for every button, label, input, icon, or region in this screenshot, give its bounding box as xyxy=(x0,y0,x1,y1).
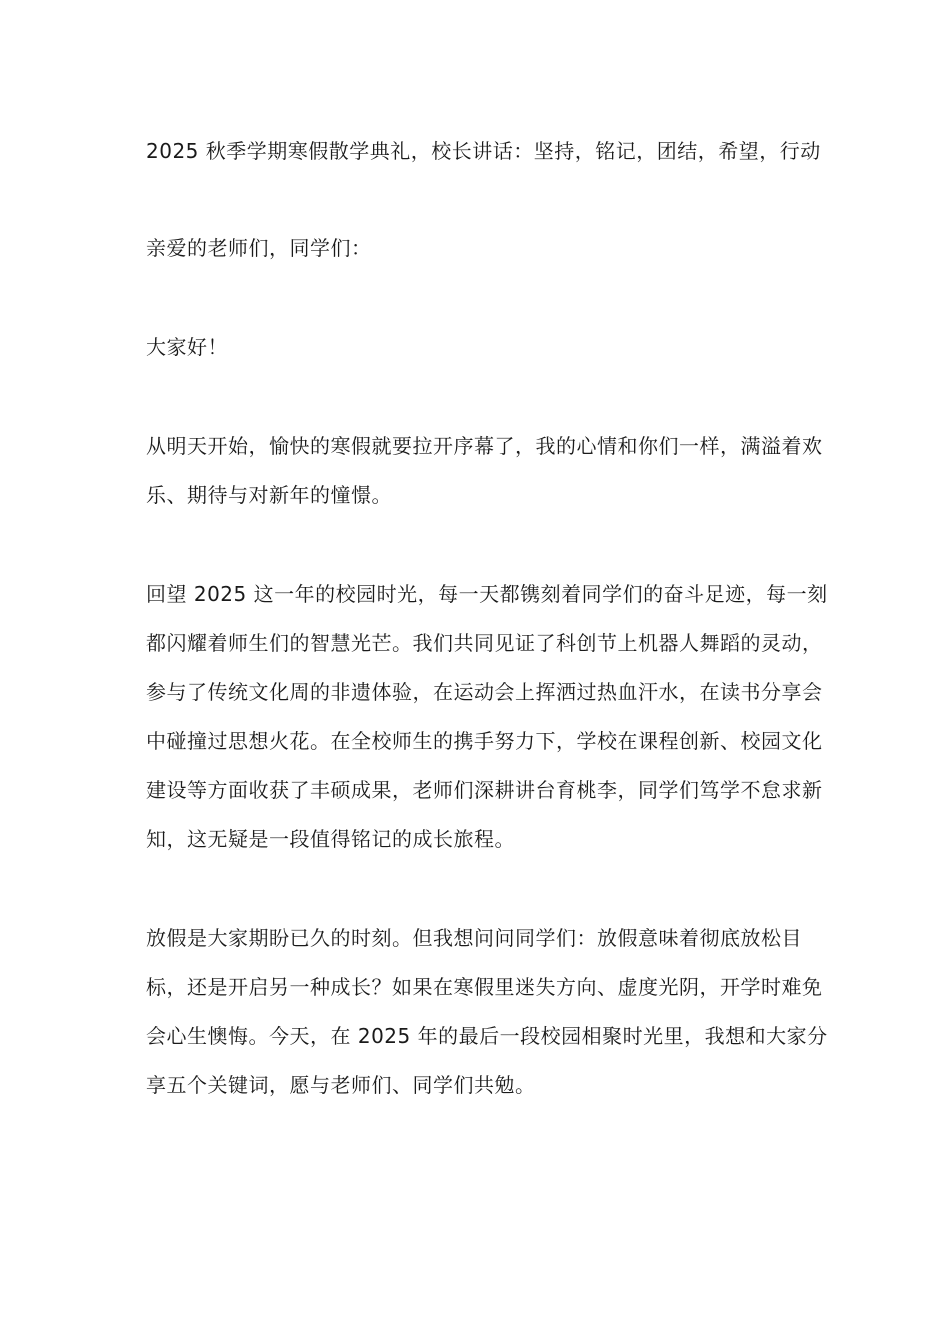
spacer xyxy=(146,273,836,323)
salutation: 亲爱的老师们，同学们： xyxy=(146,236,372,260)
spacer xyxy=(146,864,836,914)
paragraph-opening: 从明天开始，愉快的寒假就要拉开序幕了，我的心情和你们一样，满溢着欢乐、期待与对新年的憧憬。 xyxy=(146,434,823,507)
paragraph-review: 回望 2025 这一年的校园时光，每一天都镌刻着同学们的奋斗足迹，每一刻都闪耀着师生们的智慧光芒。我们共同见证了科创节上机器人舞蹈的灵动，参与了传统文化周的非遗体验，在运动会上挥洒过热血汗水，在读书分享会中碰撞过思想火花。在全校师生的携手努力下，学校在课程创新、校园文化建设等方面收获了丰硕成果，老师们深耕讲台育桃李，同学们笃学不怠求新知，这无疑是一段值得铭记的成长旅程。 xyxy=(146,582,828,851)
spacer xyxy=(146,174,836,224)
spacer xyxy=(146,520,836,570)
greeting: 大家好！ xyxy=(146,335,228,359)
paragraph-holiday: 放假是大家期盼已久的时刻。但我想问问同学们：放假意味着彻底放松目标，还是开启另一种成长？如果在寒假里迷失方向、虚度光阴，开学时难免会心生懊悔。今天，在 2025 年的最后一段校园相聚时光里，我想和大家分享五个关键词，愿与老师们、同学们共勉。 xyxy=(146,926,828,1097)
spacer xyxy=(146,372,836,422)
document-title: 2025 秋季学期寒假散学典礼，校长讲话：坚持，铭记，团结，希望，行动 xyxy=(146,139,821,163)
document-body xyxy=(146,128,836,1110)
